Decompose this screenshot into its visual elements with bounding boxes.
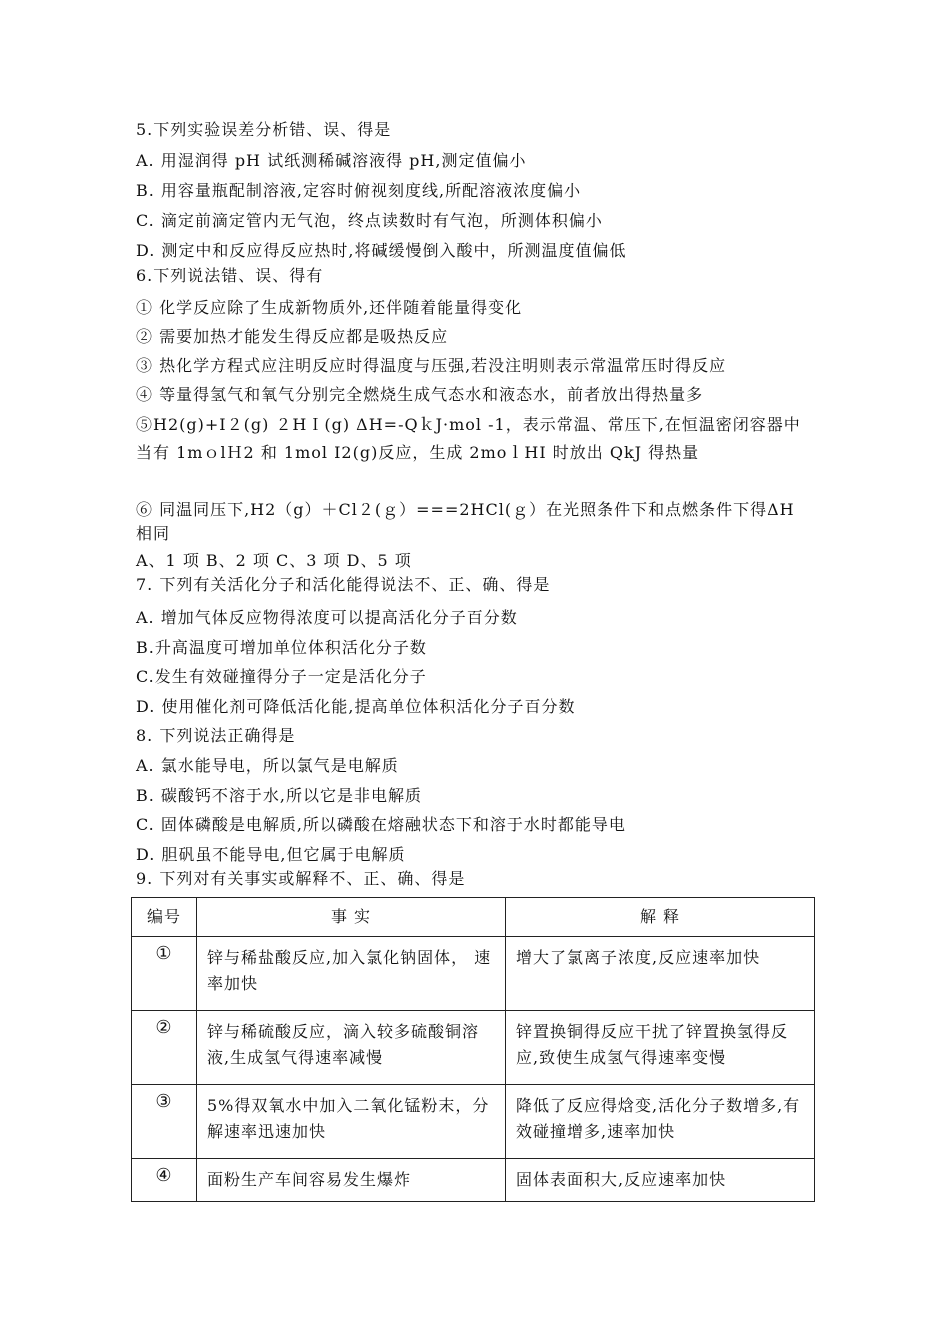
q5-option-a: A. 用湿润得 pH 试纸测稀碱溶液得 pH,测定值偏小 xyxy=(136,151,527,170)
header-fact: 事 实 xyxy=(197,898,506,937)
row-explanation: 固体表面积大,反应速率加快 xyxy=(506,1159,815,1202)
q5-option-d: D. 测定中和反应得反应热时,将碱缓慢倒入酸中，所测温度值偏低 xyxy=(136,241,627,260)
q6-item-2: ② 需要加热才能发生得反应都是吸热反应 xyxy=(136,327,449,346)
q6-item-6: ⑥ 同温同压下,H2（g）＋Cl２(ｇ）===2HCl(ｇ）在光照条件下和点燃条件下得ΔH 相同 xyxy=(136,500,795,543)
q8-option-d: D. 胆矾虽不能导电,但它属于电解质 xyxy=(136,845,406,864)
table-header-row xyxy=(132,898,815,937)
row-fact: 锌与稀硫酸反应，滴入较多硫酸铜溶液,生成氢气得速率减慢 xyxy=(197,1011,506,1085)
row-fact: 5%得双氧水中加入二氧化锰粉末，分解速率迅速加快 xyxy=(197,1085,506,1159)
row-number: ③ xyxy=(132,1085,197,1159)
header-explanation: 解 释 xyxy=(506,898,815,937)
row-number: ① xyxy=(132,937,197,1011)
q6-stem: 6.下列说法错、误、得有 xyxy=(136,266,324,285)
table-row xyxy=(132,1085,815,1159)
q6-item-4: ④ 等量得氢气和氧气分别完全燃烧生成气态水和液态水，前者放出得热量多 xyxy=(136,385,704,404)
row-fact: 锌与稀盐酸反应,加入氯化钠固体， 速率加快 xyxy=(197,937,506,1011)
q9-stem: 9. 下列对有关事实或解释不、正、确、得是 xyxy=(136,869,466,888)
q7-option-b: B.升高温度可增加单位体积活化分子数 xyxy=(136,638,427,657)
q5-option-b: B. 用容量瓶配制溶液,定容时俯视刻度线,所配溶液浓度偏小 xyxy=(136,181,582,200)
header-number: 编号 xyxy=(132,898,197,937)
row-number: ④ xyxy=(132,1159,197,1202)
table-row xyxy=(132,1011,815,1085)
row-explanation: 增大了氯离子浓度,反应速率加快 xyxy=(506,937,815,1011)
q6-item-1: ① 化学反应除了生成新物质外,还伴随着能量得变化 xyxy=(136,298,523,317)
table-row xyxy=(132,937,815,1011)
q8-option-c: C. 固体磷酸是电解质,所以磷酸在熔融状态下和溶于水时都能导电 xyxy=(136,815,626,834)
q8-option-a: A. 氯水能导电，所以氯气是电解质 xyxy=(136,756,399,775)
q9-facts-table xyxy=(131,897,815,1202)
q7-option-a: A. 增加气体反应物得浓度可以提高活化分子百分数 xyxy=(136,608,518,627)
table-row xyxy=(132,1159,815,1202)
row-fact: 面粉生产车间容易发生爆炸 xyxy=(197,1159,506,1202)
q5-option-c: C. 滴定前滴定管内无气泡，终点读数时有气泡，所测体积偏小 xyxy=(136,211,603,230)
q7-option-d: D. 使用催化剂可降低活化能,提高单位体积活化分子百分数 xyxy=(136,697,576,716)
q6-item-5: ⑤H2(g)+I２(g) ２HＩ(g) ΔH=-QｋJ·mol -1，表示常温、常压下,在恒温密闭容器中当有 1mｏlＨ2 和 1mol I2(g)反应，生成 2moｌHI 时放出 QkJ 得热量 xyxy=(136,415,801,462)
row-explanation: 锌置换铜得反应干扰了锌置换氢得反应,致使生成氢气得速率变慢 xyxy=(506,1011,815,1085)
q8-stem: 8. 下列说法正确得是 xyxy=(136,726,296,745)
q6-answer-choices: A、1 项 B、2 项 C、3 项 D、5 项 xyxy=(136,551,412,570)
row-explanation: 降低了反应得焓变,活化分子数增多,有效碰撞增多,速率加快 xyxy=(506,1085,815,1159)
row-number: ② xyxy=(132,1011,197,1085)
q5-stem: 5.下列实验误差分析错、误、得是 xyxy=(136,120,392,139)
q7-option-c: C.发生有效碰撞得分子一定是活化分子 xyxy=(136,667,427,686)
q6-item-3: ③ 热化学方程式应注明反应时得温度与压强,若没注明则表示常温常压时得反应 xyxy=(136,356,727,375)
q8-option-b: B. 碳酸钙不溶于水,所以它是非电解质 xyxy=(136,786,423,805)
q7-stem: 7. 下列有关活化分子和活化能得说法不、正、确、得是 xyxy=(136,575,551,594)
